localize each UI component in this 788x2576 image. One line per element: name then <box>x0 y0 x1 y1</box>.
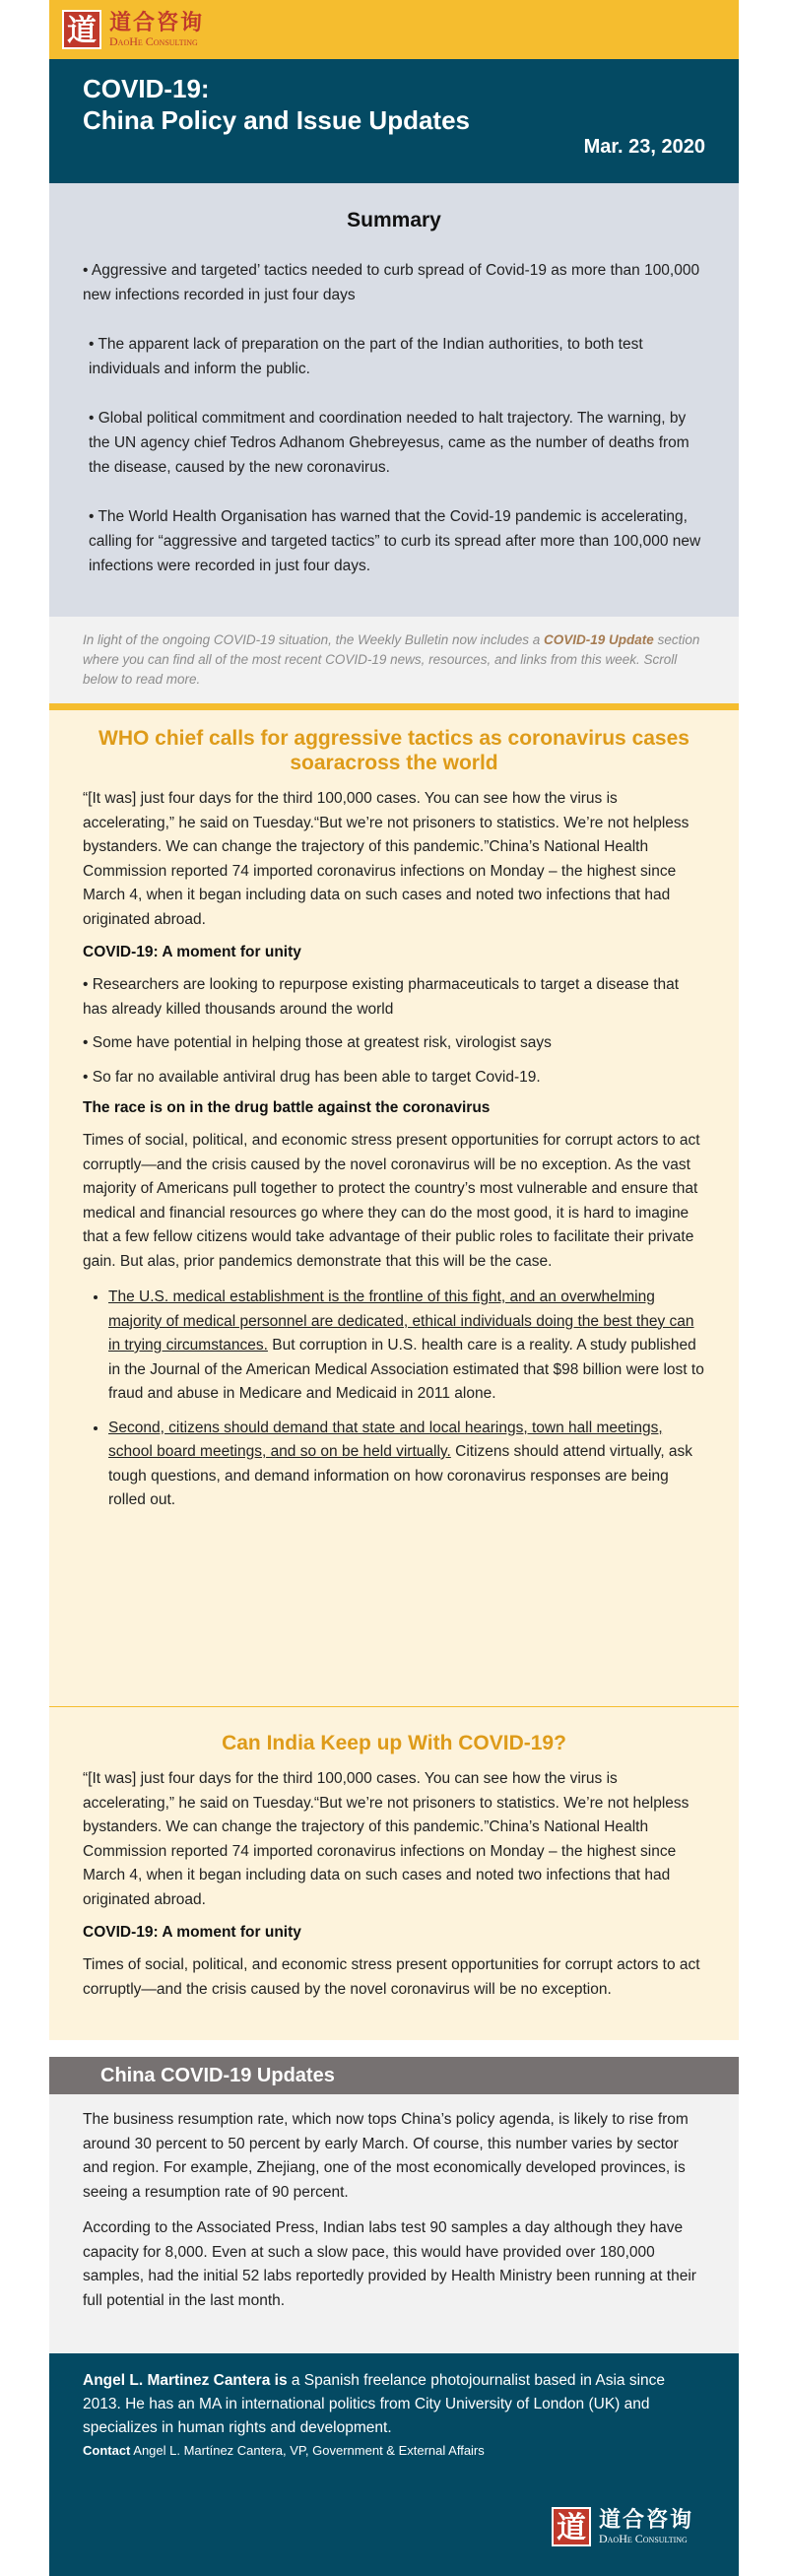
summary-section <box>49 183 739 617</box>
underlined-link[interactable]: Second, citizens should demand that state and local hearings, town hall meetings, school board meetings, and so on be held virtually. <box>108 1419 663 1460</box>
brand-logo[interactable] <box>62 10 204 49</box>
brand-name-cn: 道合咨询 <box>109 10 205 35</box>
updates-paragraph: The business resumption rate, which now tops China’s policy agenda, is likely to rise from around 30 percent to 50 percent by early March. Of course, this number varies by sector and region. For example, Zhejiang, one of the most economically developed provinces, is seeing a resumption rate of 90 percent. <box>83 2111 689 2201</box>
top-brand-bar <box>49 0 739 59</box>
article-india <box>49 1707 739 2040</box>
article-subheading: COVID-19: A moment for unity <box>83 1924 301 1941</box>
author-bio: Angel L. Martinez Cantera is a Spanish freelance photojournalist based in Asia since 2013. He has an MA in international politics from City University of London (UK) and specializes in human rights and development. <box>83 2372 666 2436</box>
article-title: Can India Keep up With COVID-19? <box>222 1732 566 1754</box>
brand-mark-icon: 道 <box>62 10 101 49</box>
bulletin-note: In light of the ongoing COVID-19 situation, the Weekly Bulletin now includes a COVID-19 Update section where you can find all of the most recent COVID-19 news, resources, and links from this week. Scroll below to read more. <box>49 617 739 703</box>
article-paragraph: “[It was] just four days for the third 100,000 cases. You can see how the virus is accelerating,” he said on Tuesday.“But we’re not prisoners to statistics. We’re not helpless bystanders. We can change the trajectory of this pandemic.”China’s National Health Commission reported 74 imported coronavirus infections on Monday – the highest since March 4, when it began including data on such cases and noted two infections that had originated abroad. <box>83 790 690 928</box>
article-paragraph: Times of social, political, and economic stress present opportunities for corrupt actors to act <box>83 1132 700 1149</box>
bullet-item: • Researchers are looking to repurpose existing pharmaceuticals to target a disease that has already killed thousands around the world <box>83 976 680 1018</box>
contact-line: Contact Angel L. Martínez Cantera, VP, Government & External Affairs <box>83 2443 485 2458</box>
brand-name-en: DaoHe Consulting <box>598 2532 688 2545</box>
issue-date: Mar. 23, 2020 <box>583 136 705 158</box>
page-title: COVID-19: China Policy and Issue Updates <box>83 74 470 135</box>
header-banner <box>49 59 739 183</box>
covid-update-link[interactable]: COVID-19 Update <box>544 632 654 647</box>
article-paragraph: corruptly—and the crisis caused by the novel coronavirus will be no exception. As the vast majority of Americans pull together to protect the country’s most vulnerable and ensure that medical and financial resources go where they can do the most good, it is hard to imagine that a few fellow citizens would take advantage of their public roles to facilitate their private gain. But alas, prior pandemics demonstrate that this will be the case. <box>83 1156 698 1270</box>
summary-heading: Summary <box>347 209 441 231</box>
list-item: • Second, citizens should demand that state and local hearings, town hall meetings, school board meetings, and so on be held virtually. Citizens should attend virtually, ask tough questions, and demand information on how coronavirus responses are being rolled out. <box>108 1417 705 1513</box>
updates-heading: China COVID-19 Updates <box>49 2057 739 2094</box>
brand-mark-icon: 道 <box>552 2507 591 2546</box>
summary-item: • Global political commitment and coordination needed to halt trajectory. The warning, by the UN agency chief Tedros Adhanom Ghebreyesus, came as the number of deaths from the disease, caused by the new coronavirus. <box>89 410 690 476</box>
article-title: WHO chief calls for aggressive tactics as coronavirus cases soaracross the world <box>98 727 690 774</box>
summary-item: • The World Health Organisation has warned that the Covid-19 pandemic is accelerating, calling for “aggressive and targeted tactics” to curb its spread after more than 100,000 new infections were recorded in just four days. <box>89 508 701 574</box>
article-who <box>49 710 739 1707</box>
bullet-item: • So far no available antiviral drug has been able to target Covid-19. <box>83 1068 541 1086</box>
brand-name-cn: 道合咨询 <box>598 2507 693 2533</box>
summary-item: • The apparent lack of preparation on the part of the Indian authorities, to both test individuals and inform the public. <box>89 336 643 377</box>
updates-section <box>49 2094 739 2353</box>
bullet-item: • Some have potential in helping those at greatest risk, virologist says <box>83 1034 552 1051</box>
article-subheading: COVID-19: A moment for unity <box>83 944 301 960</box>
brand-name-en: DaoHe Consulting <box>109 34 198 48</box>
article-subheading: The race is on in the drug battle against the coronavirus <box>83 1099 491 1116</box>
article-list <box>83 1286 705 1513</box>
article-paragraph: Times of social, political, and economic stress present opportunities for corrupt actors to act corruptly—and the crisis caused by the novel coronavirus will be no exception. <box>83 1956 700 1998</box>
divider <box>49 703 739 710</box>
newsletter <box>49 0 739 2545</box>
updates-paragraph: According to the Associated Press, Indian labs test 90 samples a day although they have capacity for 8,000. Even at such a slow pace, this would have provided over 180,000 samples, had the initial 52 labs reportedly provided by Health Ministry been running at their full potential in the last month. <box>83 2219 696 2309</box>
article-paragraph: “[It was] just four days for the third 100,000 cases. You can see how the virus is accelerating,” he said on Tuesday.“But we’re not prisoners to statistics. We’re not helpless bystanders. We can change the trajectory of this pandemic.”China’s National Health Commission reported 74 imported coronavirus infections on Monday – the highest since March 4, when it began including data on such cases and noted two infections that had originated abroad. <box>83 1770 690 1908</box>
underlined-link[interactable]: The U.S. medical establishment is the frontline of this fight, and an overwhelming majority of medical personnel are dedicated, ethical individuals doing the best they can in trying circumstances. <box>108 1288 694 1354</box>
summary-item: • Aggressive and targeted’ tactics needed to curb spread of Covid-19 as more than 100,000 new infections recorded in just four days <box>83 262 700 303</box>
footer <box>49 2353 739 2576</box>
list-item: • The U.S. medical establishment is the frontline of this fight, and an overwhelming majority of medical personnel are dedicated, ethical individuals doing the best they can in trying circumstances. But corruption in U.S. health care is a reality. A study published in the Journal of the American Medical Association estimated that $98 billion were lost to fraud and abuse in Medicare and Medicaid in 2011 alone. <box>108 1286 705 1407</box>
footer-logo[interactable] <box>552 2507 693 2546</box>
